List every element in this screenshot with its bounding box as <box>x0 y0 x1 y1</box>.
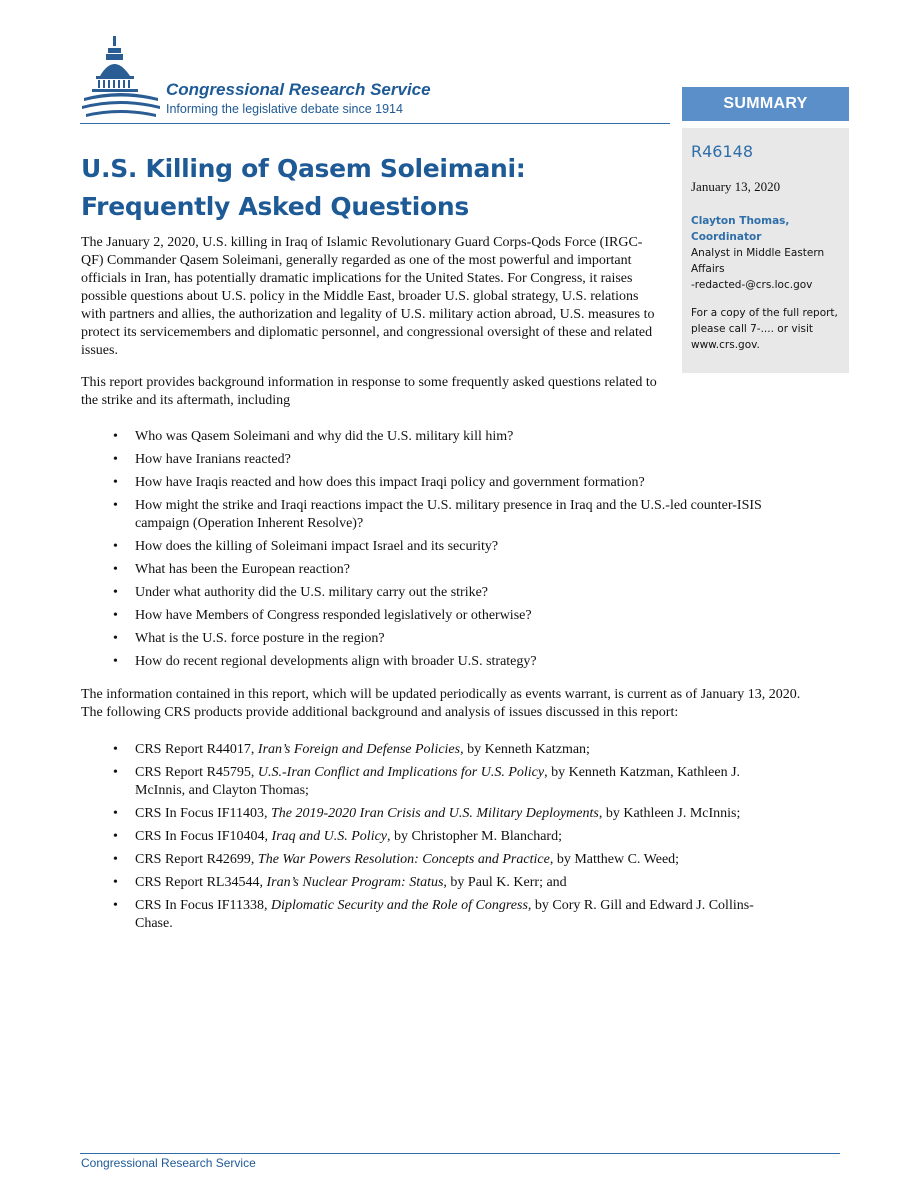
product-title: U.S.-Iran Conflict and Implications for U.S. Policy <box>257 765 545 780</box>
bullet-icon: • <box>113 608 118 623</box>
bullet-icon: • <box>113 585 118 600</box>
author-title: Analyst in Middle Eastern Affairs <box>691 247 825 275</box>
author-block <box>691 213 839 245</box>
list-item: • How have Members of Congress responded legislatively or otherwise? <box>113 608 532 623</box>
copy-note: For a copy of the full report, please call 7-.... or visit www.crs.gov. <box>691 307 838 351</box>
list-item: • How have Iraqis reacted and how does this impact Iraqi policy and government formation? <box>113 475 645 490</box>
report-number: R46148 <box>691 142 754 161</box>
org-name: Congressional Research Service <box>166 80 431 99</box>
bullet-icon: • <box>113 742 118 757</box>
bullet-icon: • <box>113 875 118 890</box>
bullet-icon: • <box>113 898 118 913</box>
report-date: January 13, 2020 <box>691 179 781 194</box>
list-item: • CRS Report R44017, Iran’s Foreign and Defense Policies, by Kenneth Katzman; <box>113 742 590 757</box>
list-item: • Who was Qasem Soleimani and why did the U.S. military kill him? <box>113 429 514 444</box>
bullet-icon: • <box>113 654 118 669</box>
list-item: • What has been the European reaction? <box>113 562 350 577</box>
list-item: • What is the U.S. force posture in the region? <box>113 631 385 646</box>
product-title: Iran’s Nuclear Program: Status <box>266 875 444 890</box>
faq-intro-paragraph: This report provides background information in response to some frequently asked questions related to the strike and its aftermath, including <box>81 375 657 408</box>
product-title: The War Powers Resolution: Concepts and Practice <box>257 852 550 867</box>
product-title: Iraq and U.S. Policy <box>271 829 388 844</box>
list-item: • How have Iranians reacted? <box>113 452 291 467</box>
list-item: • CRS In Focus IF10404, Iraq and U.S. Policy, by Christopher M. Blanchard; <box>113 829 562 844</box>
list-item: • CRS In Focus IF11338, Diplomatic Security and the Role of Congress, by Cory R. Gill and Edward J. Collins-Chase. <box>113 898 754 931</box>
org-tagline: Informing the legislative debate since 1914 <box>166 102 403 116</box>
crs-logo <box>80 34 670 126</box>
product-title: Iran’s Foreign and Defense Policies <box>257 742 461 757</box>
summary-tab: SUMMARY <box>682 87 849 121</box>
bullet-icon: • <box>113 829 118 844</box>
footer-divider <box>80 1153 840 1154</box>
list-item: • CRS Report RL34544, Iran’s Nuclear Program: Status, by Paul K. Kerr; and <box>113 875 567 890</box>
author-role: Coordinator <box>691 231 762 243</box>
bullet-icon: • <box>113 631 118 646</box>
list-item: • CRS Report R42699, The War Powers Resolution: Concepts and Practice, by Matthew C. Weed; <box>113 852 680 867</box>
intro-paragraph: The January 2, 2020, U.S. killing in Iraq of Islamic Revolutionary Guard Corps-Qods Force (IRGC-QF) Commander Qasem Soleimani, generally regarded as one of the most powerful and important officials in Iran, has potentially dramatic implications for the United States. For Congress, it raises possible questions about U.S. policy in the Middle East, broader U.S. global strategy, U.S. relations with partners and allies, the authorization and legality of U.S. military action abroad, U.S. measures to protect its servicemembers and diplomatic personnel, and congressional oversight of these and related issues. <box>81 235 655 358</box>
author-email[interactable]: -redacted-@crs.loc.gov <box>691 279 813 291</box>
list-item: • How does the killing of Soleimani impact Israel and its security? <box>113 539 499 554</box>
bullet-icon: • <box>113 452 118 467</box>
product-title: Diplomatic Security and the Role of Congress <box>271 898 528 913</box>
products-list <box>81 741 781 938</box>
list-item: • CRS Report R45795, U.S.-Iran Conflict and Implications for U.S. Policy, by Kenneth Katzman, Kathleen J. McInnis, and Clayton Thomas; <box>113 765 741 798</box>
bullet-icon: • <box>113 852 118 867</box>
bullet-icon: • <box>113 475 118 490</box>
list-item: • Under what authority did the U.S. military carry out the strike? <box>113 585 489 600</box>
bullet-icon: • <box>113 539 118 554</box>
capitol-dome-icon <box>80 34 162 124</box>
bullet-icon: • <box>113 806 118 821</box>
list-item: • How do recent regional developments align with broader U.S. strategy? <box>113 654 537 669</box>
bullet-icon: • <box>113 562 118 577</box>
currency-paragraph: The information contained in this report, which will be updated periodically as events warrant, is current as of January 13, 2020. The following CRS products provide additional background and analysis of issues discussed in this report: <box>81 687 801 720</box>
product-title: The 2019-2020 Iran Crisis and U.S. Military Deployments <box>271 806 599 821</box>
author-name: Clayton Thomas, <box>691 215 790 227</box>
footer-org: Congressional Research Service <box>81 1156 256 1170</box>
bullet-icon: • <box>113 498 118 513</box>
summary-sidebar <box>682 128 849 373</box>
bullet-icon: • <box>113 429 118 444</box>
list-item: • How might the strike and Iraqi reactions impact the U.S. military presence in Iraq and the U.S.-led counter-ISIS campaign (Operation Inherent Resolve)? <box>113 498 762 531</box>
page-title: U.S. Killing of Qasem Soleimani: Frequently Asked Questions <box>81 154 526 221</box>
bullet-icon: • <box>113 765 118 780</box>
list-item: • CRS In Focus IF11403, The 2019-2020 Iran Crisis and U.S. Military Deployments, by Kathleen J. McInnis; <box>113 806 741 821</box>
questions-list <box>81 428 801 676</box>
header-divider <box>80 123 670 124</box>
